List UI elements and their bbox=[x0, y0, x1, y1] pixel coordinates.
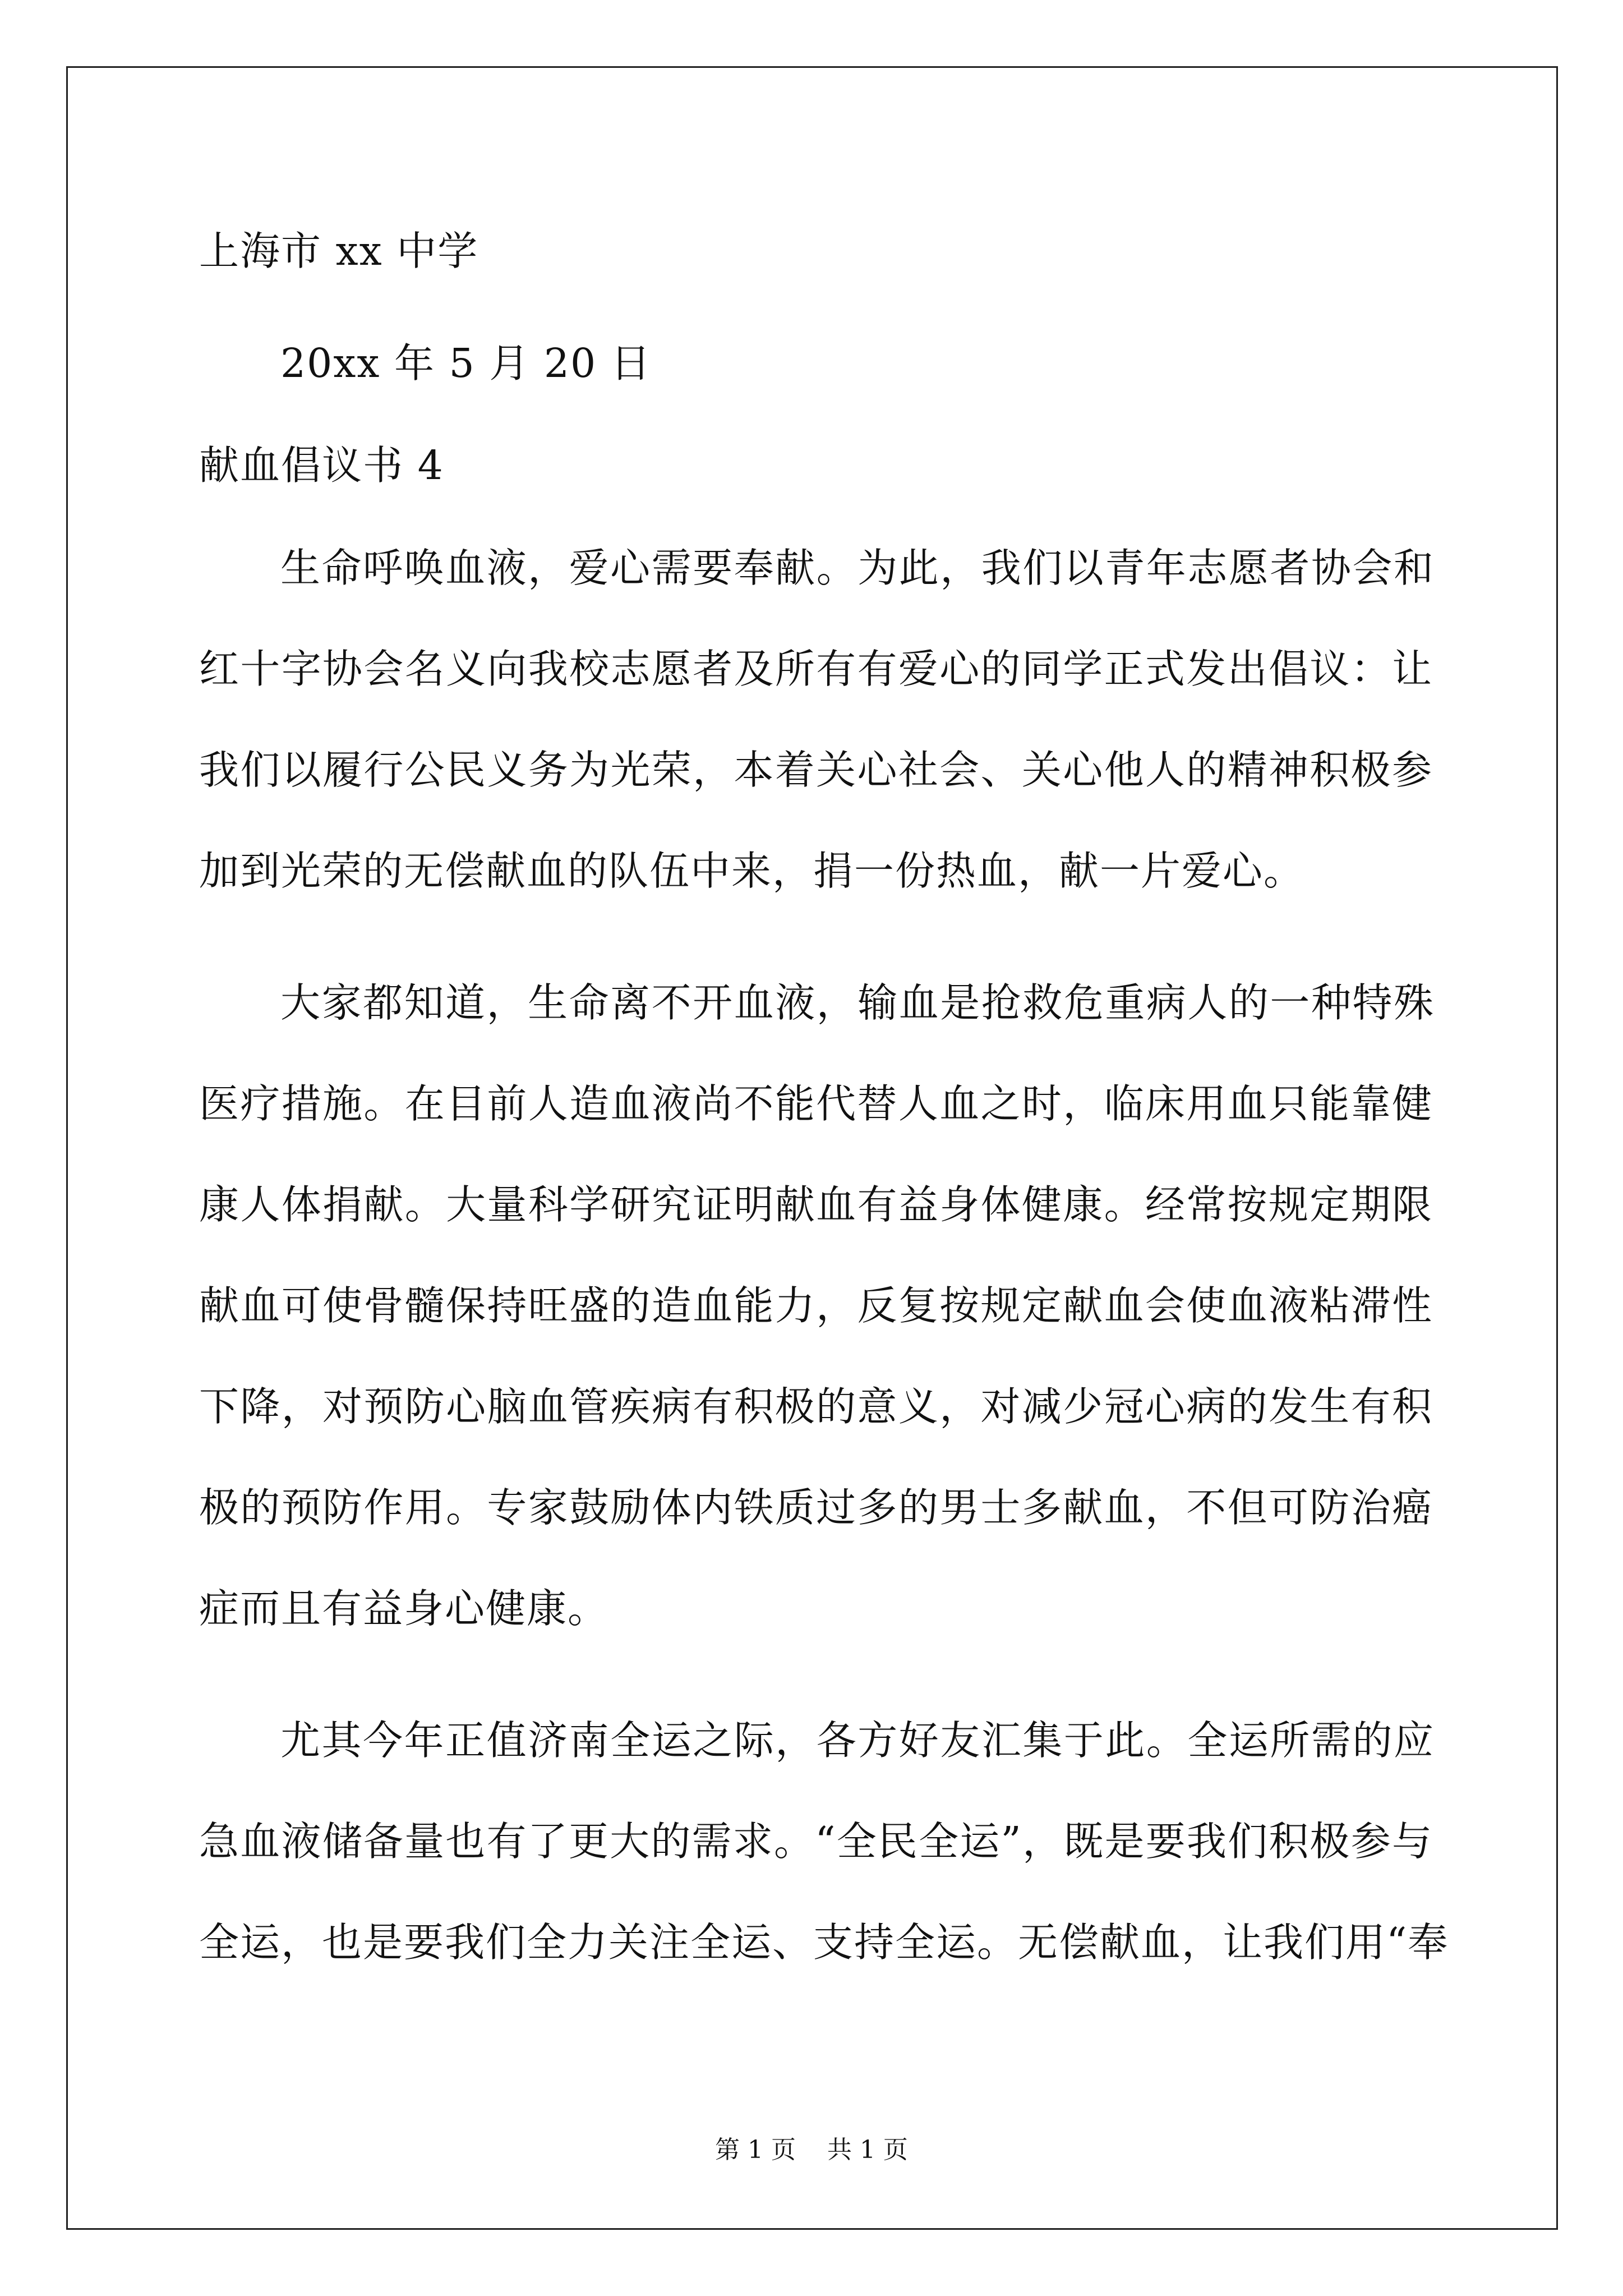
paragraph-1-line-4: 加到光荣的无偿献血的队伍中来，捐一份热血，献一片爱心。 bbox=[199, 848, 1305, 894]
paragraph-2-line-3: 康人体捐献。大量科学研究证明献血有益身体健康。经常按规定期限 bbox=[199, 1181, 1433, 1228]
section-title: 献血倡议书 4 bbox=[199, 442, 444, 489]
paragraph-2-line-2: 医疗措施。在目前人造血液尚不能代替人血之时，临床用血只能靠健 bbox=[199, 1080, 1433, 1127]
document-date: 20xx 年 5 月 20 日 bbox=[280, 340, 652, 386]
paragraph-1-line-2: 红十字协会名义向我校志愿者及所有有爱心的同学正式发出倡议：让 bbox=[199, 646, 1433, 692]
page-number-footer: 第 1 页 共 1 页 bbox=[715, 2136, 908, 2164]
school-name: 上海市 xx 中学 bbox=[199, 228, 479, 274]
paragraph-3-line-2: 急血液储备量也有了更大的需求。“全民全运”，既是要我们积极参与 bbox=[199, 1818, 1433, 1865]
paragraph-3-line-1: 尤其今年正值济南全运之际，各方好友汇集于此。全运所需的应 bbox=[280, 1717, 1435, 1764]
paragraph-3-line-3: 全运，也是要我们全力关注全运、支持全运。无偿献血，让我们用“奉 bbox=[199, 1919, 1449, 1966]
paragraph-1-line-3: 我们以履行公民义务为光荣，本着关心社会、关心他人的精神积极参 bbox=[199, 747, 1433, 793]
page-border bbox=[66, 66, 1558, 2230]
paragraph-2-line-6: 极的预防作用。专家鼓励体内铁质过多的男士多献血，不但可防治癌 bbox=[199, 1484, 1433, 1531]
paragraph-2-line-7: 症而且有益身心健康。 bbox=[199, 1585, 609, 1632]
paragraph-1-line-1: 生命呼唤血液，爱心需要奉献。为此，我们以青年志愿者协会和 bbox=[280, 545, 1435, 591]
paragraph-2-line-1: 大家都知道，生命离不开血液，输血是抢救危重病人的一种特殊 bbox=[280, 979, 1435, 1026]
paragraph-2-line-4: 献血可使骨髓保持旺盛的造血能力，反复按规定献血会使血液粘滞性 bbox=[199, 1282, 1433, 1329]
paragraph-2-line-5: 下降，对预防心脑血管疾病有积极的意义，对减少冠心病的发生有积 bbox=[199, 1383, 1433, 1430]
